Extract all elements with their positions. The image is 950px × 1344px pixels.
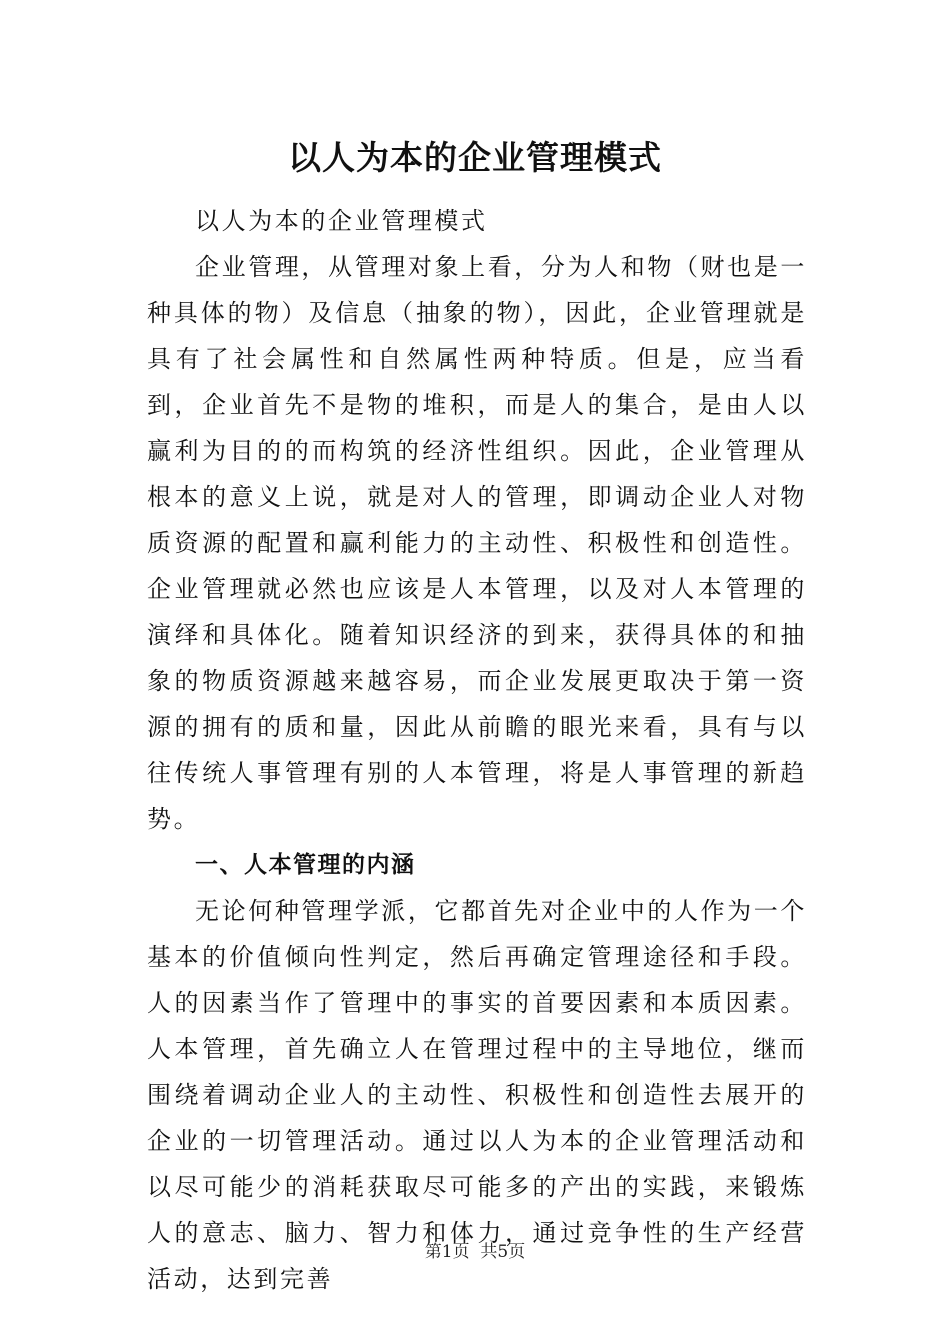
page-number: 第1页 <box>424 1242 470 1262</box>
intro-paragraph: 企业管理，从管理对象上看，分为人和物（财也是一种具体的物）及信息（抽象的物），因此，企业管理就是具有了社会属性和自然属性两种特质。但是，应当看到，企业首先不是物的堆积，而是人的集合，是由人以赢利为目的的而构筑的经济性组织。因此，企业管理从根本的意义上说，就是对人的管理，即调动企业人对物质资源的配置和赢利能力的主动性、积极性和创造性。企业管理就必然也应该是人本管理，以及对人本管理的演绎和具体化。随着知识经济的到来，获得具体的和抽象的物质资源越来越容易，而企业发展更取决于第一资源的拥有的质和量，因此从前瞻的眼光来看，具有与以往传统人事管理有别的人本管理，将是人事管理的新趋势。 <box>147 253 807 833</box>
document-title: 以人为本的企业管理模式 <box>288 138 662 177</box>
subtitle-paragraph: 以人为本的企业管理模式 <box>195 207 488 235</box>
page-footer <box>0 1240 950 1264</box>
section-paragraph: 无论何种管理学派，它都首先对企业中的人作为一个基本的价值倾向性判定，然后再确定管理途径和手段。人的因素当作了管理中的事实的首要因素和本质因素。人本管理，首先确立人在管理过程中的主导地位，继而围绕着调动企业人的主动性、积极性和创造性去展开的企业的一切管理活动。通过以人为本的企业管理活动和以尽可能少的消耗获取尽可能多的产出的实践，来锻炼人的意志、脑力、智力和体力，通过竞争性的生产经营活动，达到完善 <box>147 897 807 1293</box>
document-body <box>147 198 807 1302</box>
footer-spacer <box>470 1242 481 1262</box>
total-pages: 共5页 <box>480 1242 526 1262</box>
section-heading: 一、人本管理的内涵 <box>195 852 416 878</box>
